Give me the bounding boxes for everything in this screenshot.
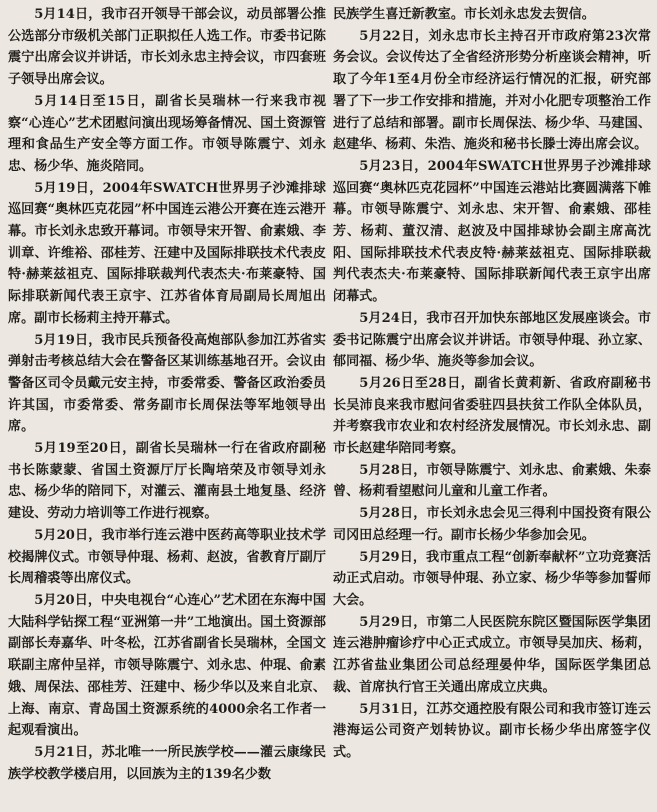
news-entry: 5月24日，我市召开加快东部地区发展座谈会。市委书记陈震宁出席会议并讲话。市领导仲琨、孙立家、郁同福、杨少华、施炎等参加会议。 (333, 310, 651, 370)
news-entry: 5月19日，2004年SWATCH世界男子沙滩排球巡回赛“奥林匹克花园”杯中国连云港公开赛在连云港开幕。市长刘永忠致开幕词。市领导宋开智、俞素娥、李训章、许维裕、邵桂芳、汪建中及国际排联技术代表皮特·赫莱兹祖克、国际排联裁判代表杰夫·布莱豪特、国际排联新闻代表王京宇、江苏省体育局副局长周旭出席。副市长杨莉主持开幕式。 (8, 180, 326, 326)
news-entry: 5月14日至15日，副省长吴瑞林一行来我市视察“心连心”艺术团慰问演出现场筹备情况、国土资源管理和食品生产安全等方面工作。市领导陈震宁、刘永忠、杨少华、施炎陪同。 (8, 93, 326, 174)
news-entry: 民族学生喜迁新教室。市长刘永忠发去贺信。 (333, 7, 595, 22)
news-entry: 5月19至20日，副省长吴瑞林一行在省政府副秘书长陈蒙蒙、省国土资源厅厅长陶培荣及市领导刘永忠、杨少华的陪同下，对灌云、灌南县土地复垦、经济建设、劳动力培训等工作进行视察。 (8, 441, 326, 522)
left-column (8, 4, 326, 812)
news-entry: 5月28日，市领导陈震宁、刘永忠、俞素娥、朱泰曾、杨莉看望慰问儿童和儿童工作者。 (333, 462, 651, 500)
news-entry: 5月29日，市第二人民医院东院区暨国际医学集团连云港肿瘤诊疗中心正式成立。市领导吴加庆、杨莉，江苏省盐业集团公司总经理晏仲华，国际医学集团总裁、首席执行官王关通出席成立庆典。 (333, 614, 651, 695)
news-entry: 5月22日，刘永忠市长主持召开市政府第23次常务会议。会议传达了全省经济形势分析座谈会精神，听取了今年1至4月份全市经济运行情况的汇报，研究部署了下一步工作安排和措施，并对小化肥专项整治工作进行了总结和部署。副市长周保法、杨少华、马建国、赵建华、杨莉、朱浩、施炎和秘书长滕士涛出席会议。 (333, 28, 651, 153)
news-entry: 5月26日至28日，副省长黄莉新、省政府副秘书长吴沛良来我市慰问省委驻四县扶贫工作队全体队员，并考察我市农业和农村经济发展情况。市长刘永忠、副市长赵建华陪同考察。 (333, 375, 651, 457)
news-entry: 5月29日，我市重点工程“创新奉献杯”立功竞赛活动正式启动。市领导仲琨、孙立家、杨少华等参加誓师大会。 (333, 549, 651, 608)
right-column (333, 4, 651, 812)
news-entry: 5月20日，中央电视台“心连心”艺术团在东海中国大陆科学钻探工程“亚洲第一井”工地演出。国土资源部副部长寿嘉华、叶冬松，江苏省副省长吴瑞林，全国文联副主席仲呈祥，市领导陈震宁、刘永忠、仲琨、俞素娥、周保法、邵桂芳、汪建中、杨少华以及来自北京、上海、南京、青岛国土资源系统的4000余名工作者一起观看演出。 (8, 592, 326, 739)
news-entry: 5月20日，我市举行连云港中医药高等职业技术学校揭牌仪式。市领导仲琨、杨莉、赵波，省教育厅副厅长周稽裘等出席仪式。 (8, 527, 326, 587)
news-entry: 5月31日，江苏交通控股有限公司和我市签订连云港海运公司资产划转协议。副市长杨少华出席签字仪式。 (333, 701, 651, 760)
news-entry: 5月19日，我市民兵预备役高炮部队参加江苏省实弹射击考核总结大会在警备区某训练基地召开。会议由警备区司令员戴元安主持，市委常委、警备区政治委员许其国，市委常委、常务副市长周保法等军地领导出席。 (8, 332, 326, 435)
news-entry: 5月23日，2004年SWATCH世界男子沙滩排球巡回赛“奥林匹克花园杯”中国连云港站比赛圆满落下帷幕。市领导陈震宁、刘永忠、宋开智、俞素娥、邵桂芳、杨莉、董汉清、赵波及中国排球协会副主席高沈阳、国际排联技术代表皮特·赫莱兹祖克、国际排联裁判代表杰夫·布莱豪特、国际排联新闻代表王京宇出席闭幕式。 (333, 158, 651, 305)
news-entry: 5月28日，市长刘永忠会见三得利中国投资有限公司冈田总经理一行。副市长杨少华参加会见。 (333, 506, 651, 543)
news-entry: 5月21日，苏北唯一一所民族学校——灌云康缘民族学校教学楼启用，以回族为主的139名少数 (8, 744, 326, 782)
news-entry: 5月14日，我市召开领导干部会议，动员部署公推公选部分市级机关部门正职拟任人选工作。市委书记陈震宁出席会议并讲话，市长刘永忠主持会议，市四套班子领导出席会议。 (8, 7, 326, 88)
